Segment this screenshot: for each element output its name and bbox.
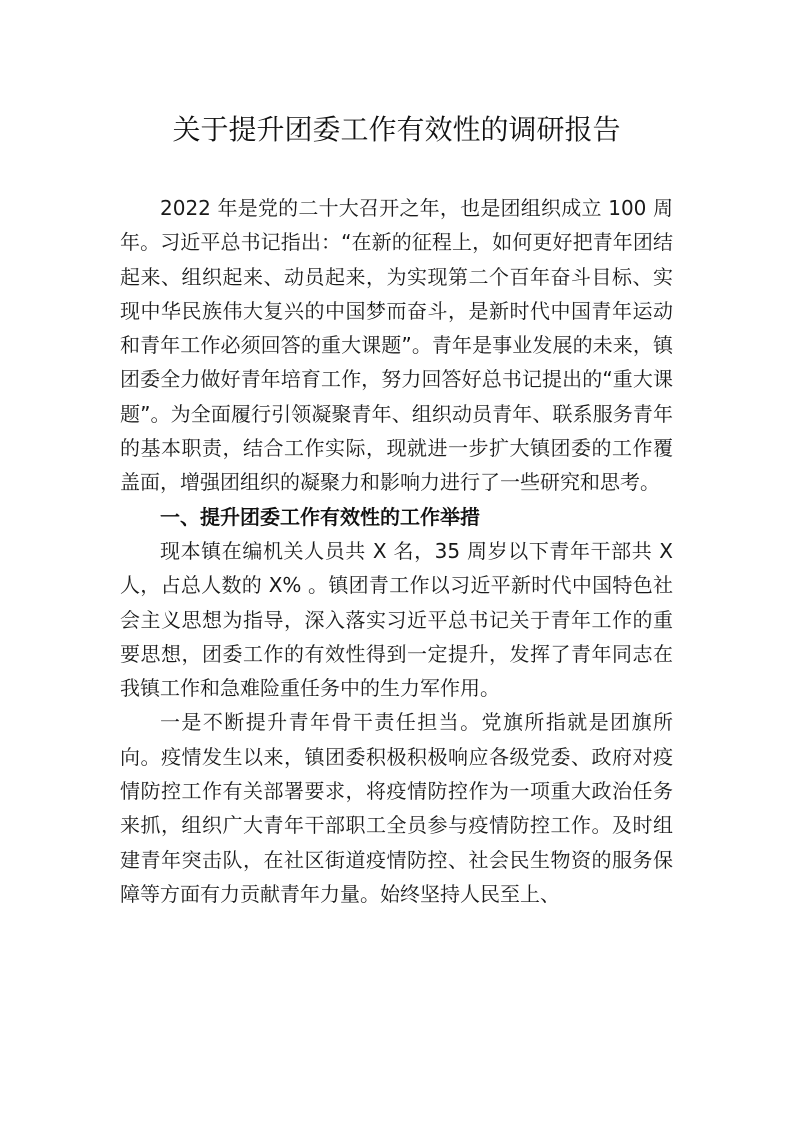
section-heading: 一、提升团委工作有效性的工作举措 — [160, 504, 480, 529]
document-body — [120, 191, 673, 911]
section-paragraph: 现本镇在编机关人员共 X 名，35 周岁以下青年干部共 X 人，占总人数的 X% 。镇团青工作以习近平新时代中国特色社会主义思想为指导，深入落实习近平总书记关于青年工作的重要思想，团委工作的有效性得到一定提升，发挥了青年同志在我镇工作和急难险重任务中的生力军作用。 — [120, 538, 673, 701]
document-title: 关于提升团委工作有效性的调研报告 — [172, 113, 621, 146]
section-paragraph: 一是不断提升青年骨干责任担当。党旗所指就是团旗所向。疫情发生以来，镇团委积极积极响应各级党委、政府对疫情防控工作有关部署要求，将疫情防控作为一项重大政治任务来抓，组织广大青年干部职工全员参与疫情防控工作。及时组建青年突击队，在社区街道疫情防控、社会民生物资的服务保障等方面有力贡献青年力量。始终坚持人民至上、 — [120, 710, 673, 906]
intro-paragraph: 2022 年是党的二十大召开之年，也是团组织成立 100 周年。习近平总书记指出：“在新的征程上，如何更好把青年团结起来、组织起来、动员起来，为实现第二个百年奋斗目标、实现中华民族伟大复兴的中国梦而奋斗，是新时代中国青年运动和青年工作必须回答的重大课题”。青年是事业发展的未来，镇团委全力做好青年培育工作，努力回答好总书记提出的“重大课题”。为全面履行引领凝聚青年、组织动员青年、联系服务青年的基本职责，结合工作实际，现就进一步扩大镇团委的工作覆盖面，增强团组织的凝聚力和影响力进行了一些研究和思考。 — [120, 196, 673, 495]
